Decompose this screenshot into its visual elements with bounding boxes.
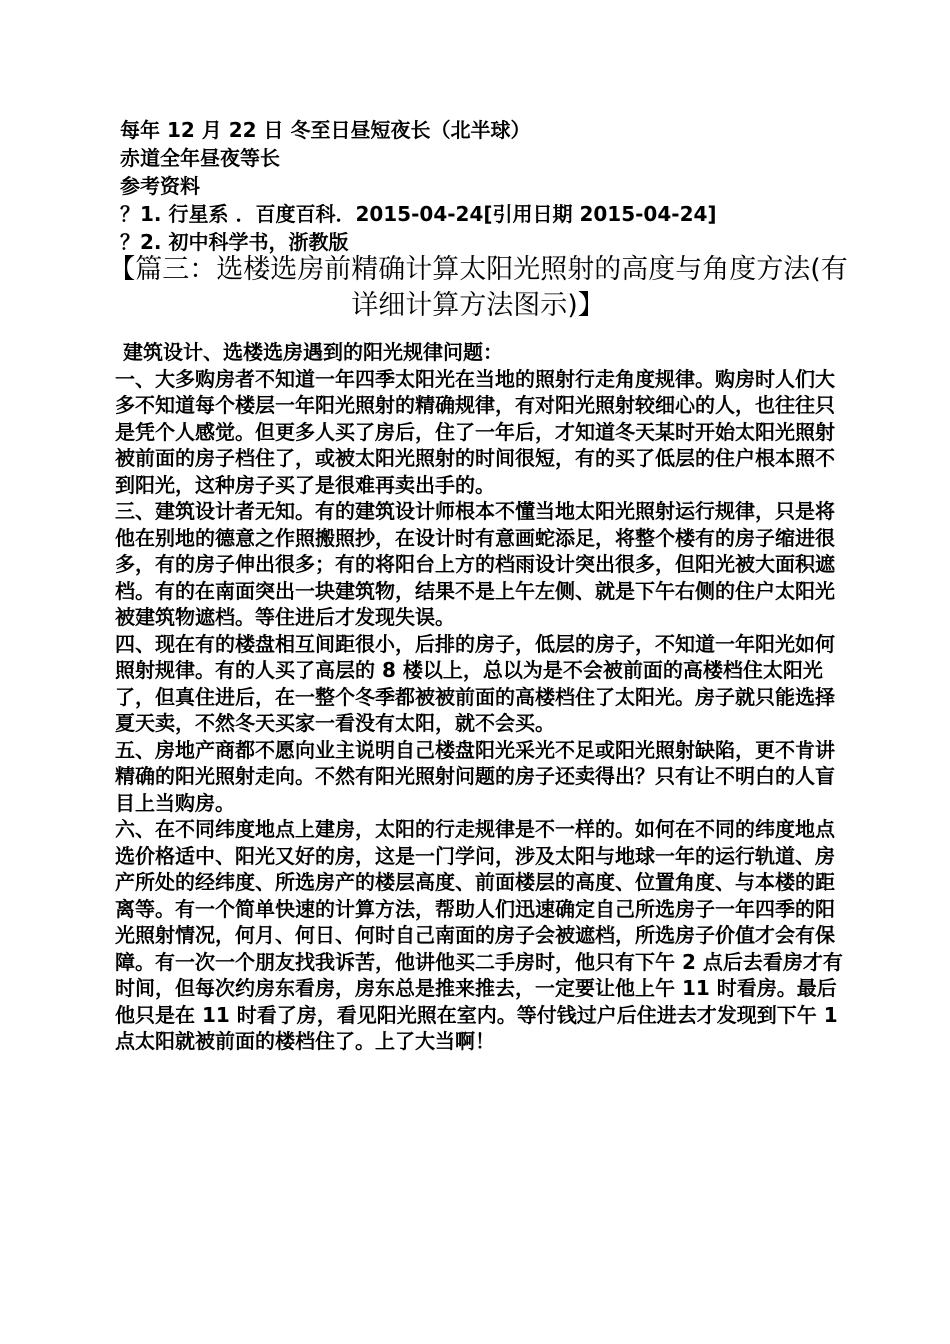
paragraph-4: 四、现在有的楼盘相互间距很小，后排的房子，低层的房子，不知道一年阳光如何照射规律。有的人买了高层的 8 楼以上，总以为是不会被前面的高楼档住太阳光了，但真住进后，在一整个冬季都被被前面的高楼档住了太阳光。房子就只能选择夏天卖，不然冬天买家一看没有太阳，就不会买。	[115, 631, 835, 735]
article-body	[115, 339, 850, 1055]
paragraph-3: 三、建筑设计者无知。有的建筑设计师根本不懂当地太阳光照射运行规律，只是将他在别地的德意之作照搬照抄，在设计时有意画蛇添足，将整个楼有的房子缩进很多，有的房子伸出很多；有的将阳台上方的档雨设计突出很多，但阳光被大面积遮档。有的在南面突出一块建筑物，结果不是上午左侧、就是下午右侧的住户太阳光被建筑物遮档。等住进后才发现失误。	[115, 499, 835, 629]
section-title: 【篇三：选楼选房前精确计算太阳光照射的高度与角度方法(有详细计算方法图示)】	[108, 254, 848, 321]
paragraph-1: 一、大多购房者不知道一年四季太阳光在当地的照射行走角度规律。购房时人们大多不知道每个楼层一年阳光照射的精确规律，有对阳光照射较细心的人，也往往只是凭个人感觉。但更多人买了房后，住了一年后，才知道冬天某时开始太阳光照射被前面的房子档住了，或被太阳光照射的时间很短，有的买了低层的住户根本照不到阳光，这种房子买了是很难再卖出手的。	[115, 366, 835, 497]
winter-solstice-line: 每年 12 月 22 日 冬至日昼短夜长（北半球）	[120, 118, 531, 142]
intro-paragraph: 建筑设计、选楼选房遇到的阳光规律问题：	[123, 340, 503, 364]
reference-item-2: ？2. 初中科学书，浙教版	[120, 230, 349, 254]
paragraph-6: 六、在不同纬度地点上建房，太阳的行走规律是不一样的。如何在不同的纬度地点选价格适中、阳光又好的房，这是一门学问，涉及太阳与地球一年的运行轨道、房产所处的经纬度、所选房产的楼层高度、前面楼层的高度、位置角度、与本楼的距离等。有一个简单快速的计算方法，帮助人们迅速确定自己所选房子一年四季的阳光照射情况，何月、何日、何时自己南面的房子会被遮档，所选房子价值才会有保障。有一次一个朋友找我诉苦，他讲他买二手房时，他只有下午 2 点后去看房才有时间，但每次约房东看房，房东总是推来推去，一定要让他上午 11 时看房。最后他只是在 11 时看了房，看见阳光照在室内。等付钱过户后住进去才发现到下午 1 点太阳就被前面的楼档住了。上了大当啊！	[115, 817, 843, 1053]
top-text-block	[120, 116, 820, 256]
paragraph-5: 五、房地产商都不愿向业主说明自己楼盘阳光采光不足或阳光照射缺陷，更不肯讲精确的阳光照射走向。不然有阳光照射问题的房子还卖得出？只有让不明白的人盲目上当购房。	[115, 737, 835, 815]
references-heading: 参考资料	[120, 174, 200, 198]
reference-item-1: ？1. 行星系 ．百度百科．2015-04-24[引用日期 2015-04-24]	[120, 202, 717, 226]
equator-line: 赤道全年昼夜等长	[120, 146, 280, 170]
